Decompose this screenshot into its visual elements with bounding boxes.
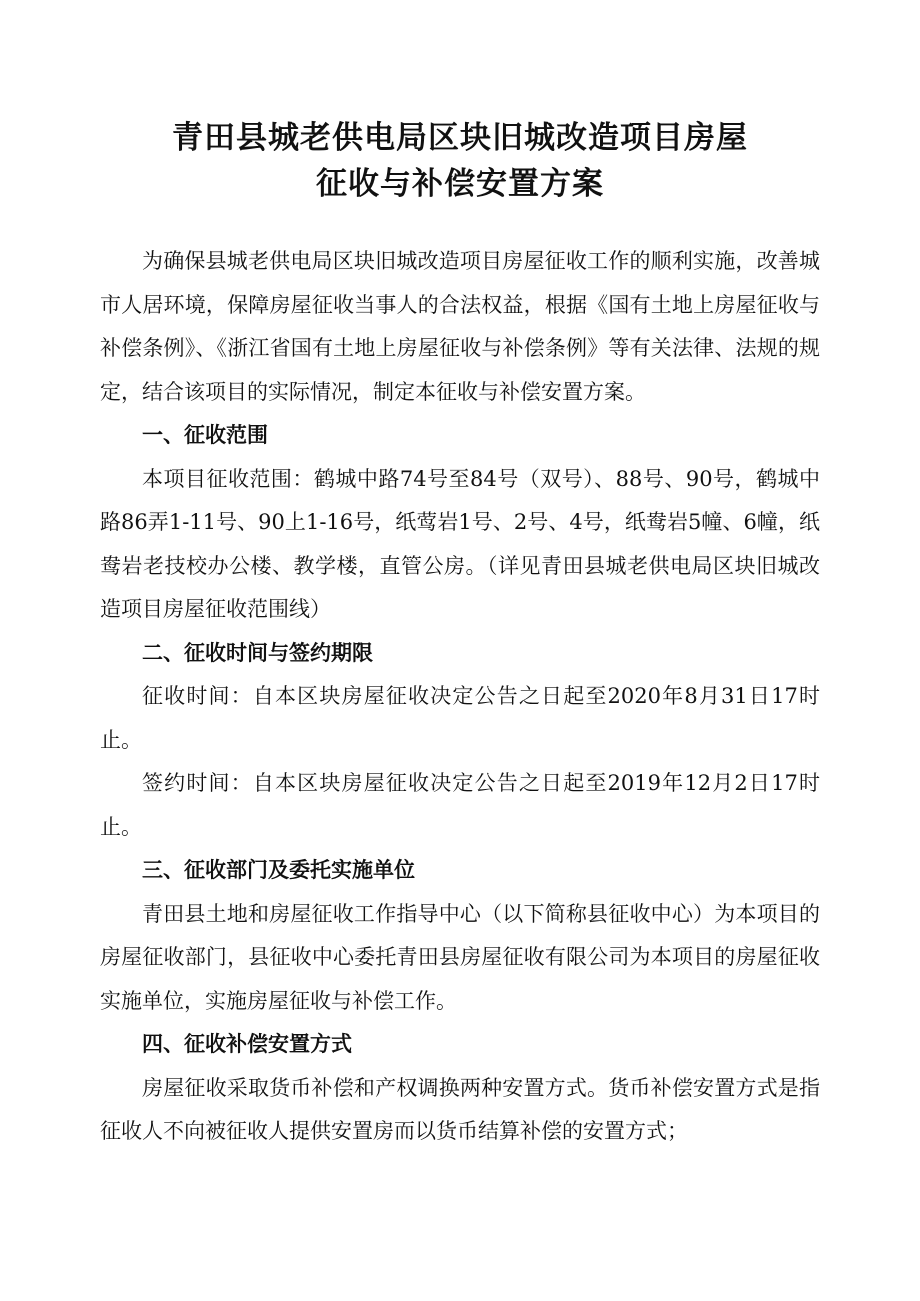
section-timeline — [100, 632, 820, 850]
document-title-line-2: 征收与补偿安置方案 — [316, 166, 604, 202]
section-compensation-methods — [100, 1023, 820, 1154]
section-paragraph: 青田县土地和房屋征收工作指导中心（以下简称县征收中心）为本项目的房屋征收部门，县征收中心委托青田县房屋征收有限公司为本项目的房屋征收实施单位，实施房屋征收与补偿工作。 — [100, 901, 820, 1013]
section-paragraph: 本项目征收范围：鹤城中路74号至84号（双号）、88号、90号，鹤城中路86弄1-11号、90上1-16号，纸莺岩1号、2号、4号，纸鸯岩5幢、6幢，纸鸯岩老技校办公楼、教学楼，直管公房。（详见青田县城老供电局区块旧城改造项目房屋征收范围线） — [100, 466, 820, 621]
section-heading: 二、征收时间与签约期限 — [142, 640, 373, 665]
section-paragraph: 签约时间：自本区块房屋征收决定公告之日起至2019年12月2日17时止。 — [100, 771, 820, 839]
document-title-line-1: 青田县城老供电局区块旧城改造项目房屋 — [172, 120, 748, 156]
section-paragraph: 征收时间：自本区块房屋征收决定公告之日起至2020年8月31日17时止。 — [100, 684, 820, 752]
document-body — [100, 240, 820, 1154]
section-paragraph: 房屋征收采取货币补偿和产权调换两种安置方式。货币补偿安置方式是指征收人不向被征收人提供安置房而以货币结算补偿的安置方式； — [100, 1075, 820, 1143]
section-heading: 三、征收部门及委托实施单位 — [142, 858, 415, 882]
section-scope — [100, 414, 820, 632]
section-heading: 四、征收补偿安置方式 — [142, 1032, 352, 1056]
section-departments — [100, 849, 820, 1023]
section-heading: 一、征收范围 — [142, 423, 268, 447]
intro-paragraph: 为确保县城老供电局区块旧城改造项目房屋征收工作的顺利实施，改善城市人居环境，保障房屋征收当事人的合法权益，根据《国有土地上房屋征收与补偿条例》、《浙江省国有土地上房屋征收与补偿条例》等有关法律、法规的规定，结合该项目的实际情况，制定本征收与补偿安置方案。 — [100, 249, 820, 404]
